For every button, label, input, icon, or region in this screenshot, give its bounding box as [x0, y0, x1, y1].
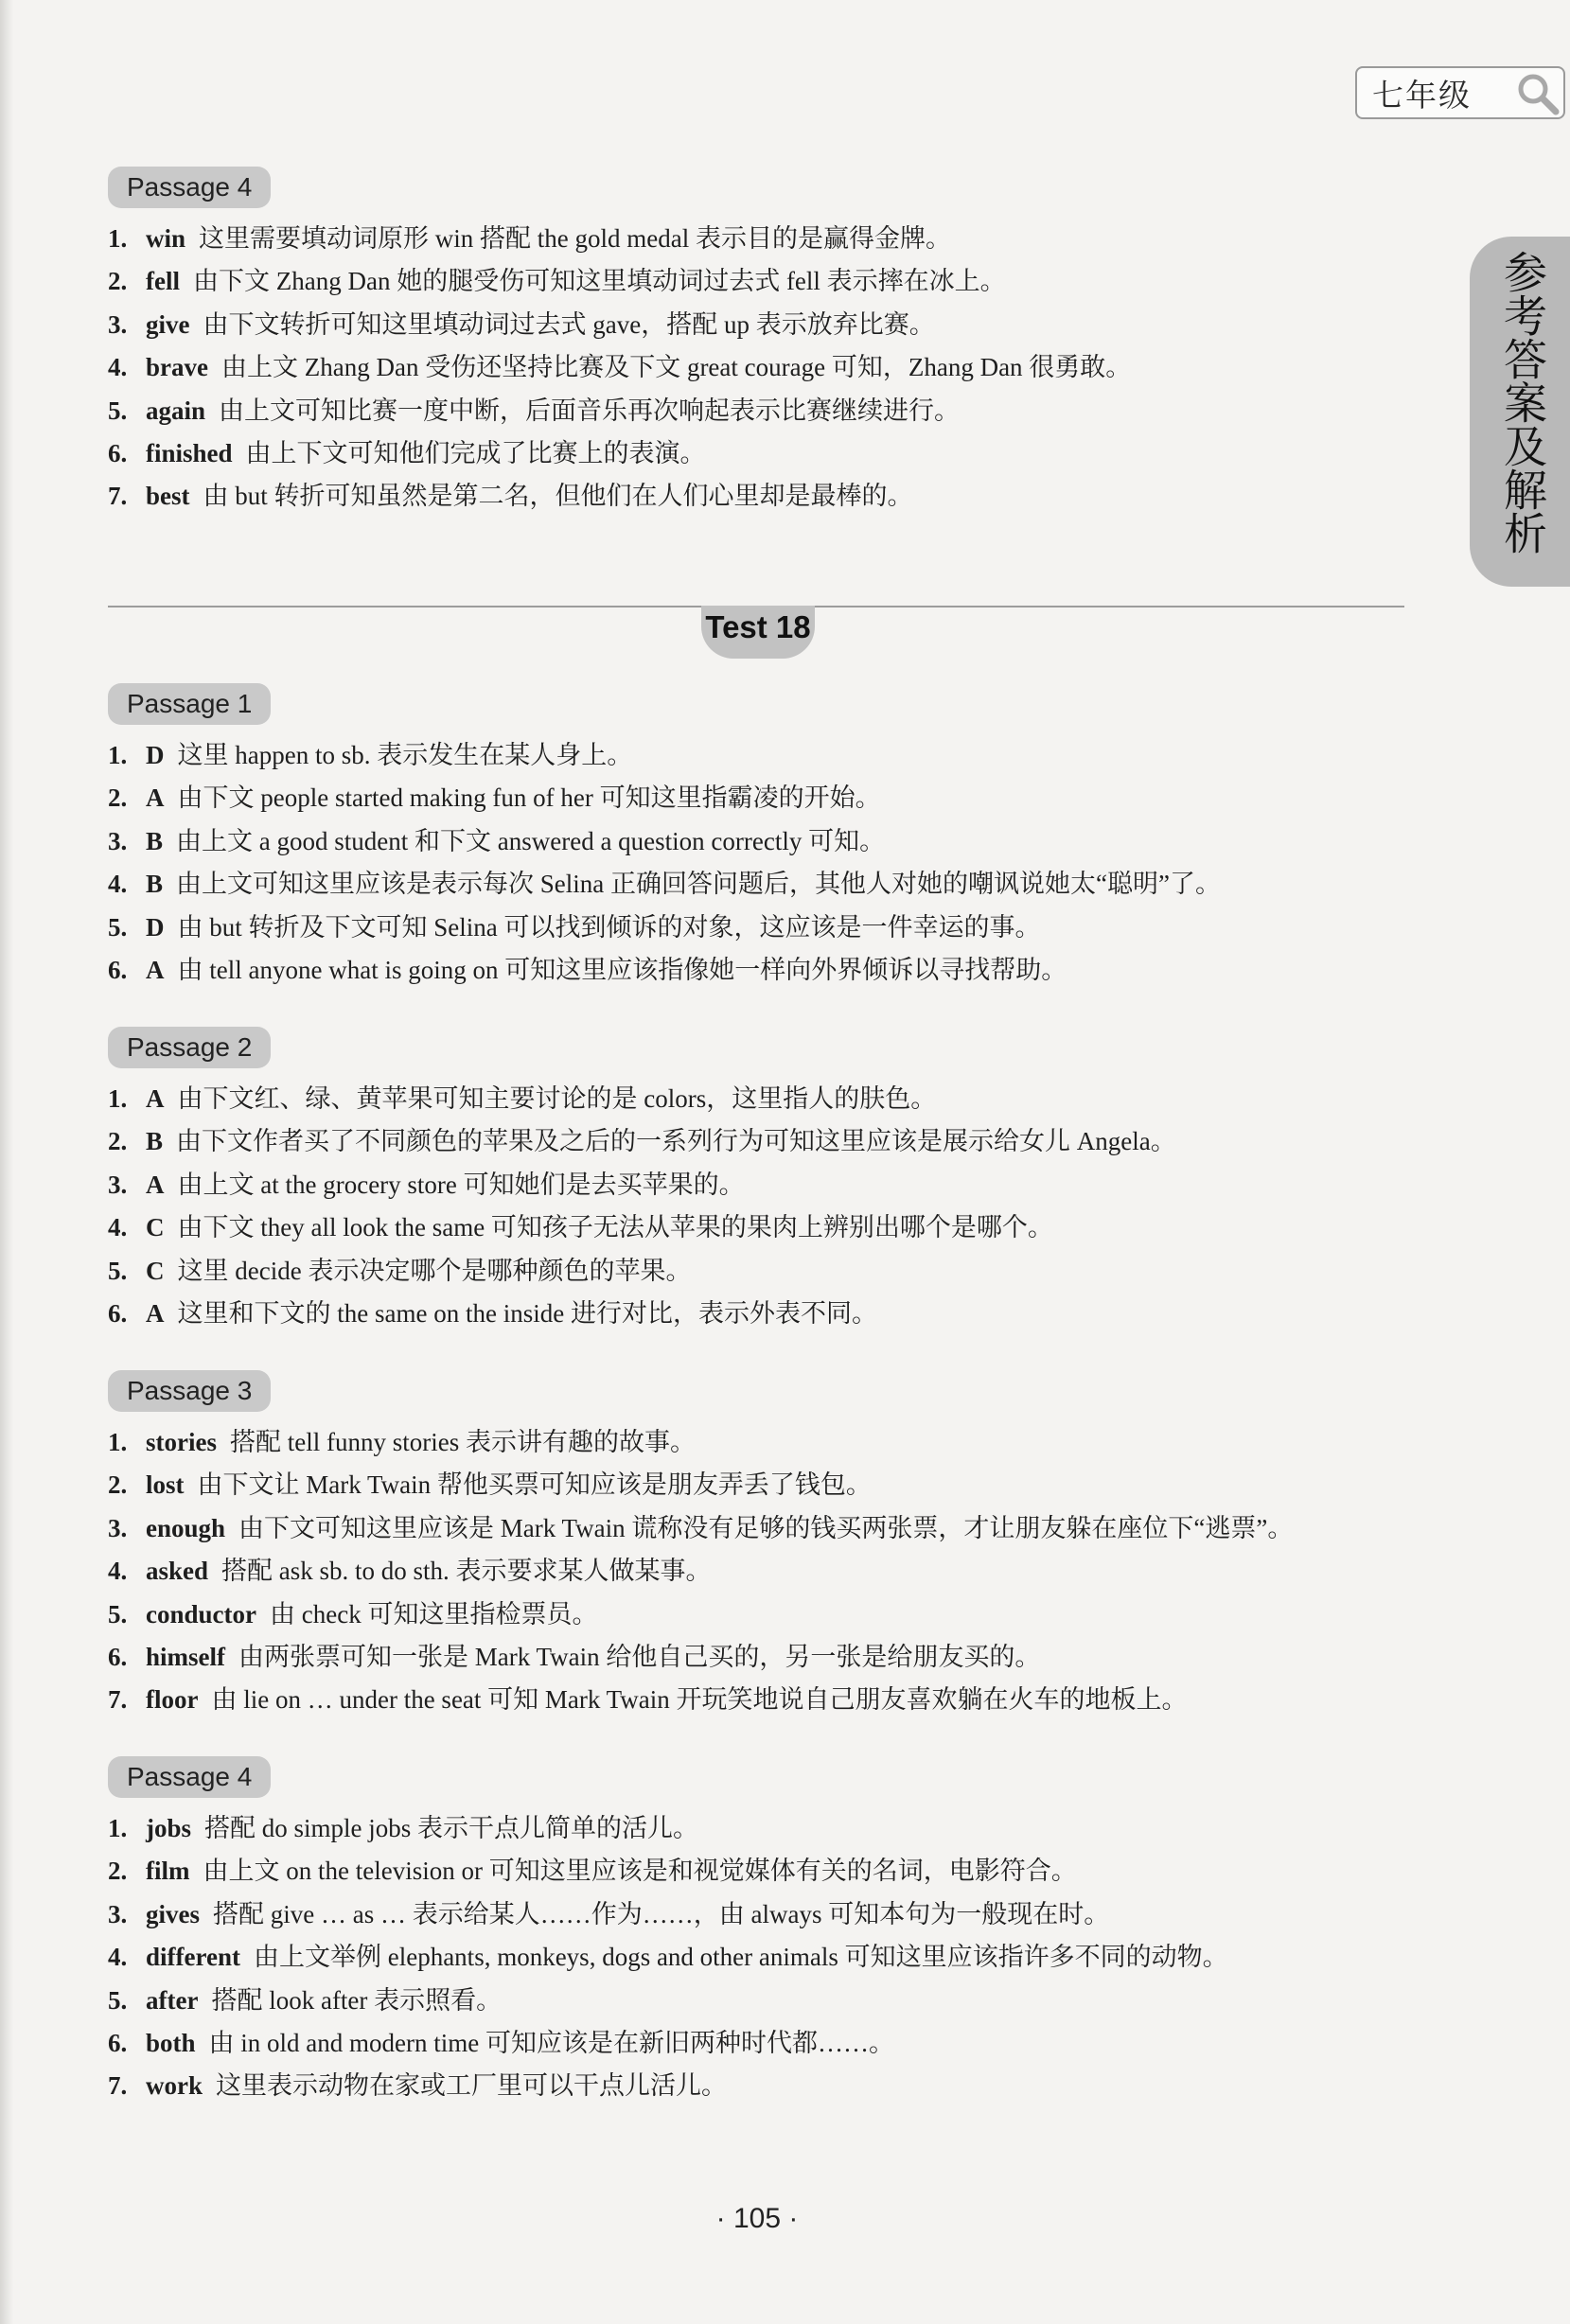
answer-item [108, 1593, 1433, 1636]
item-number: 5. [108, 1256, 128, 1285]
answer-item [108, 1980, 1433, 2022]
passage-label: Passage 4 [108, 167, 271, 208]
item-number: 6. [108, 955, 128, 984]
item-number: 5. [108, 396, 128, 425]
side-tab-label: 参考答案及解析 [1497, 250, 1548, 555]
item-number: 6. [108, 1298, 128, 1328]
item-answer: floor [146, 1685, 199, 1715]
item-explanation: 由上文 Zhang Dan 受伤还坚持比赛及下文 great courage 可知，Zhang Dan 很勇敢。 [221, 353, 1132, 382]
item-explanation: 由下文 Zhang Dan 她的腿受伤可知这里填动词过去式 fell 表示摔在冰上。 [192, 267, 1006, 296]
item-answer: finished [146, 438, 233, 467]
answer-item [108, 346, 1433, 389]
answer-item [108, 1936, 1433, 1979]
answer-item [108, 475, 1433, 518]
item-answer: win [146, 224, 186, 253]
item-answer: lost [146, 1470, 185, 1500]
passage-label: Passage 2 [108, 1027, 271, 1068]
item-explanation: 由 but 转折及下文可知 Selina 可以找到倾诉的对象，这应该是一件幸运的事。 [177, 912, 1041, 942]
grade-tag [1355, 66, 1565, 119]
item-explanation: 由上文举例 elephants, monkeys, dogs and other animals 可知这里应该指许多不同的动物。 [253, 1943, 1228, 1972]
item-explanation: 这里 decide 表示决定哪个是哪种颜色的苹果。 [177, 1256, 692, 1285]
answer-item [108, 1636, 1433, 1679]
answer-list [108, 1421, 1433, 1722]
answer-item [108, 304, 1433, 346]
item-answer: film [146, 1857, 190, 1886]
item-explanation: 由上文可知比赛一度中断，后面音乐再次响起表示比赛继续进行。 [219, 396, 961, 425]
item-number: 1. [108, 741, 128, 769]
item-answer: brave [146, 353, 208, 382]
answer-item [108, 1679, 1433, 1721]
answer-item [108, 777, 1433, 819]
item-number: 2. [108, 267, 128, 296]
item-answer: A [146, 955, 165, 984]
answer-item [108, 218, 1433, 260]
item-explanation: 由下文 they all look the same 可知孩子无法从苹果的果肉上辨别出哪个是哪个。 [177, 1213, 1053, 1242]
answer-item [108, 734, 1433, 777]
item-number: 6. [108, 2028, 128, 2057]
item-number: 5. [108, 912, 128, 942]
item-answer: conductor [146, 1599, 256, 1629]
passage-section-top [108, 167, 1433, 519]
answer-item [108, 2022, 1433, 2065]
page-number: · 105 · [715, 2203, 799, 2234]
item-explanation: 这里需要填动词原形 win 搭配 the gold medal 表示目的是赢得金牌。 [199, 224, 951, 253]
grade-label: 七年级 [1372, 76, 1472, 114]
item-explanation: 由下文转折可知这里填动词过去式 gave，搭配 up 表示放弃比赛。 [203, 309, 935, 339]
item-explanation: 这里和下文的 the same on the inside 进行对比，表示外表不同。 [177, 1298, 877, 1328]
answer-item [108, 432, 1433, 475]
answer-item [108, 1893, 1433, 1936]
answer-item [108, 907, 1433, 949]
item-answer: after [146, 1985, 199, 2015]
answer-list [108, 218, 1433, 519]
answer-item [108, 863, 1433, 906]
item-answer: D [146, 912, 165, 942]
item-answer: work [146, 2071, 203, 2101]
passage-label: Passage 3 [108, 1370, 271, 1412]
item-number: 3. [108, 1899, 128, 1928]
item-explanation: 由 but 转折可知虽然是第二名，但他们在人们心里却是最棒的。 [203, 482, 913, 511]
item-answer: both [146, 2028, 196, 2057]
item-number: 7. [108, 2071, 128, 2101]
item-answer: enough [146, 1513, 226, 1542]
answer-list [108, 1078, 1433, 1335]
item-explanation: 由 tell anyone what is going on 可知这里应该指像她一样向外界倾诉以寻找帮助。 [177, 955, 1067, 984]
passage-section-2 [108, 1027, 1433, 1335]
item-number: 4. [108, 870, 128, 899]
item-number: 1. [108, 1084, 128, 1113]
answer-item [108, 260, 1433, 303]
answer-item [108, 2065, 1433, 2107]
answer-item [108, 949, 1433, 992]
item-explanation: 由 check 可知这里指检票员。 [270, 1599, 598, 1629]
item-answer: asked [146, 1557, 209, 1586]
item-number: 2. [108, 1470, 128, 1500]
item-explanation: 由两张票可知一张是 Mark Twain 给他自己买的，另一张是给朋友买的。 [238, 1642, 1041, 1671]
magnifier-icon [1514, 70, 1560, 115]
item-number: 7. [108, 1685, 128, 1715]
item-number: 2. [108, 783, 128, 813]
item-number: 6. [108, 438, 128, 467]
item-explanation: 搭配 tell funny stories 表示讲有趣的故事。 [229, 1428, 696, 1456]
item-answer: A [146, 1298, 165, 1328]
item-number: 2. [108, 1127, 128, 1156]
item-answer: jobs [146, 1814, 192, 1842]
answer-item [108, 1807, 1433, 1850]
item-answer: best [146, 482, 190, 511]
item-number: 3. [108, 1170, 128, 1199]
item-number: 1. [108, 224, 128, 253]
answer-item [108, 1464, 1433, 1506]
item-answer: B [146, 870, 164, 899]
item-explanation: 由下文可知这里应该是 Mark Twain 谎称没有足够的钱买两张票，才让朋友躲在座位下“逃票”。 [238, 1513, 1294, 1542]
answer-item [108, 1507, 1433, 1550]
answer-item [108, 390, 1433, 432]
passage-label: Passage 4 [108, 1756, 271, 1798]
item-number: 2. [108, 1857, 128, 1886]
item-number: 6. [108, 1642, 128, 1671]
page-edge-shadow [0, 0, 13, 2324]
item-explanation: 搭配 look after 表示照看。 [211, 1985, 503, 2015]
answer-item [108, 1850, 1433, 1893]
item-explanation: 这里表示动物在家或工厂里可以干点儿活儿。 [216, 2071, 727, 2101]
item-explanation: 这里 happen to sb. 表示发生在某人身上。 [177, 741, 633, 769]
item-explanation: 由上文 a good student 和下文 answered a question correctly 可知。 [176, 826, 886, 855]
item-answer: C [146, 1256, 165, 1285]
item-explanation: 由上文 on the television or 可知这里应该是和视觉媒体有关的名词，电影符合。 [203, 1857, 1077, 1886]
item-explanation: 由上文可知这里应该是表示每次 Selina 正确回答问题后，其他人对她的嘲讽说她太“聪明”了。 [176, 870, 1221, 899]
item-explanation: 由下文红、绿、黄苹果可知主要讨论的是 colors，这里指人的肤色。 [177, 1084, 937, 1113]
item-answer: C [146, 1213, 165, 1242]
item-explanation: 由 lie on … under the seat 可知 Mark Twain 开玩笑地说自己朋友喜欢躺在火车的地板上。 [211, 1685, 1188, 1715]
item-answer: D [146, 741, 165, 769]
passage-label: Passage 1 [108, 683, 271, 725]
item-explanation: 由上下文可知他们完成了比赛上的表演。 [245, 438, 706, 467]
item-answer: A [146, 1084, 165, 1113]
item-number: 3. [108, 1513, 128, 1542]
test-title: Test 18 [705, 609, 811, 644]
answer-list [108, 1807, 1433, 2108]
item-explanation: 由下文让 Mark Twain 帮他买票可知应该是朋友弄丢了钱包。 [197, 1470, 872, 1500]
side-tab [1470, 237, 1570, 587]
item-answer: B [146, 1127, 164, 1156]
item-number: 4. [108, 1943, 128, 1972]
item-explanation: 搭配 give … as … 表示给某人……作为……，由 always 可知本句为一般现在时。 [213, 1899, 1110, 1928]
item-number: 1. [108, 1428, 128, 1456]
item-answer: gives [146, 1899, 200, 1928]
item-explanation: 由上文 at the grocery store 可知她们是去买苹果的。 [177, 1170, 745, 1199]
item-explanation: 搭配 do simple jobs 表示干点儿简单的活儿。 [204, 1814, 699, 1842]
item-answer: A [146, 783, 165, 813]
item-explanation: 搭配 ask sb. to do sth. 表示要求某人做某事。 [221, 1557, 712, 1586]
item-answer: B [146, 826, 164, 855]
item-answer: again [146, 396, 206, 425]
answer-item [108, 1206, 1433, 1249]
item-answer: fell [146, 267, 180, 296]
answer-item [108, 1250, 1433, 1293]
item-number: 3. [108, 309, 128, 339]
item-answer: give [146, 309, 190, 339]
answer-item [108, 1421, 1433, 1464]
item-explanation: 由 in old and modern time 可知应该是在新旧两种时代都……。 [208, 2028, 894, 2057]
item-answer: A [146, 1170, 165, 1199]
item-number: 5. [108, 1985, 128, 2015]
answer-item [108, 820, 1433, 863]
answer-item [108, 1550, 1433, 1593]
item-number: 5. [108, 1599, 128, 1629]
item-explanation: 由下文作者买了不同颜色的苹果及之后的一系列行为可知这里应该是展示给女儿 Angela。 [176, 1127, 1176, 1156]
item-number: 1. [108, 1814, 128, 1842]
passage-section-4 [108, 1756, 1433, 2108]
item-explanation: 由下文 people started making fun of her 可知这里指霸凌的开始。 [177, 783, 881, 813]
item-number: 4. [108, 1213, 128, 1242]
answer-item [108, 1293, 1433, 1335]
answer-list [108, 734, 1433, 992]
test-banner [701, 606, 815, 659]
answer-item [108, 1078, 1433, 1120]
passage-section-3 [108, 1370, 1433, 1722]
answer-item [108, 1164, 1433, 1206]
item-number: 7. [108, 482, 128, 511]
item-answer: himself [146, 1642, 225, 1671]
item-answer: stories [146, 1428, 217, 1456]
item-number: 4. [108, 1557, 128, 1586]
passage-section-1 [108, 683, 1433, 992]
item-answer: different [146, 1943, 240, 1972]
item-number: 4. [108, 353, 128, 382]
item-number: 3. [108, 826, 128, 855]
answer-item [108, 1120, 1433, 1163]
